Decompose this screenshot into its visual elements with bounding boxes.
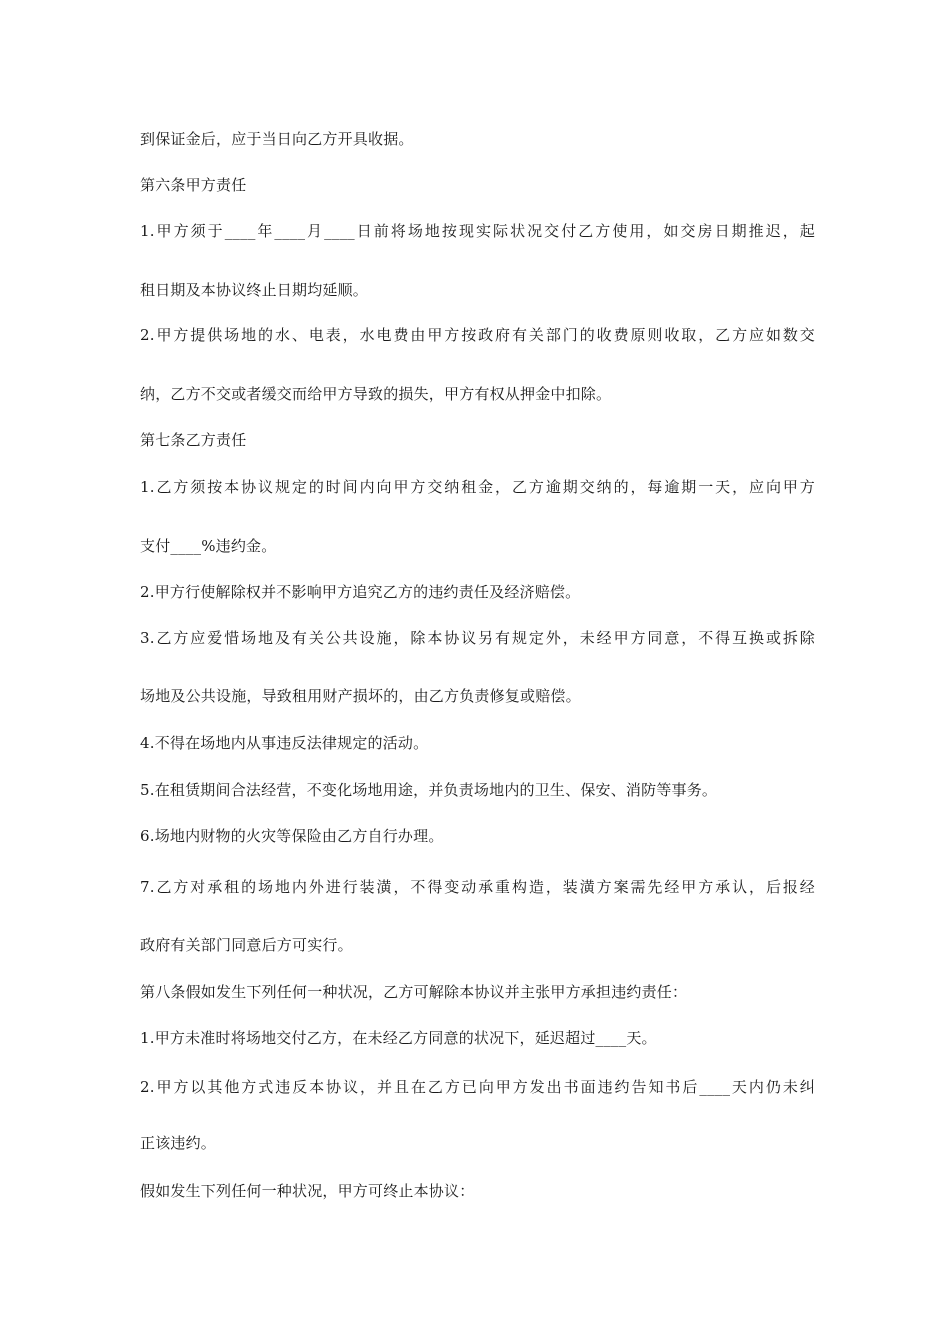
paragraph-line: 租日期及本协议终止日期均延顺。 [140,281,369,299]
section-heading: 第七条乙方责任 [140,431,247,449]
paragraph-line: 正该违约。 [140,1134,217,1152]
paragraph-line: 7.乙方对承租的场地内外进行装潢，不得变动承重构造，装潢方案需先经甲方承认，后报经 [140,878,815,896]
paragraph-line: 3.乙方应爱惜场地及有关公共设施，除本协议另有规定外，未经甲方同意，不得互换或拆除 [140,629,815,647]
paragraph-line: 1.乙方须按本协议规定的时间内向甲方交纳租金，乙方逾期交纳的，每逾期一天，应向甲方 [140,478,815,496]
paragraph-line: 1.甲方须于____年____月____日前将场地按现实际状况交付乙方使用，如交房日期推迟，起 [140,222,815,240]
paragraph-line: 5.在租赁期间合法经营，不变化场地用途，并负责场地内的卫生、保安、消防等事务。 [140,781,718,799]
paragraph-line: 假如发生下列任何一种状况，甲方可终止本协议： [140,1182,475,1200]
paragraph-line: 支付____%违约金。 [140,537,277,555]
paragraph-line: 纳，乙方不交或者缓交而给甲方导致的损失，甲方有权从押金中扣除。 [140,385,612,403]
paragraph-line: 政府有关部门同意后方可实行。 [140,936,353,954]
section-heading: 第六条甲方责任 [140,176,247,194]
paragraph-line: 6.场地内财物的火灾等保险由乙方自行办理。 [140,827,444,845]
paragraph-line: 到保证金后，应于当日向乙方开具收据。 [140,130,414,148]
paragraph-line: 1.甲方未准时将场地交付乙方，在未经乙方同意的状况下，延迟超过____天。 [140,1029,657,1047]
paragraph-line: 场地及公共设施，导致租用财产损坏的，由乙方负责修复或赔偿。 [140,687,581,705]
paragraph-line: 2.甲方提供场地的水、电表，水电费由甲方按政府有关部门的收费原则收取，乙方应如数交 [140,326,815,344]
paragraph-line: 2.甲方以其他方式违反本协议，并且在乙方已向甲方发出书面违约告知书后____天内仍未纠 [140,1078,815,1096]
paragraph-line: 2.甲方行使解除权并不影响甲方追究乙方的违约责任及经济赔偿。 [140,583,581,601]
section-heading: 第八条假如发生下列任何一种状况，乙方可解除本协议并主张甲方承担违约责任： [140,983,688,1001]
paragraph-line: 4.不得在场地内从事违反法律规定的活动。 [140,734,429,752]
